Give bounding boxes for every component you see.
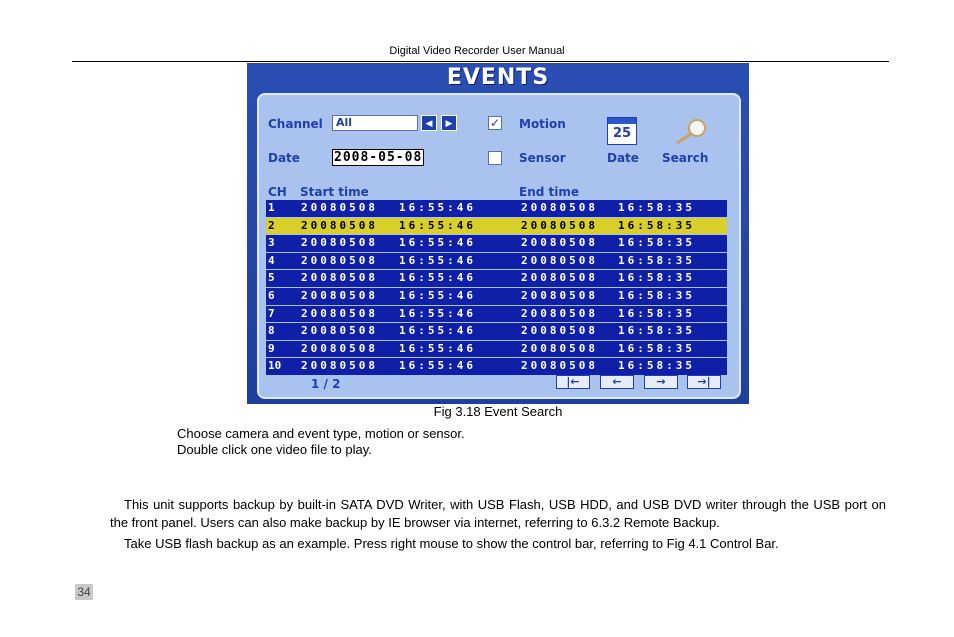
instruction-1: Choose camera and event type, motion or sensor. (177, 426, 465, 441)
table-row[interactable] (266, 235, 727, 253)
channel-prev-button[interactable]: ◀ (421, 115, 437, 131)
backup-paragraph: This unit supports backup by built-in SATA DVD Writer, with USB Flash, USB HDD, and USB DVD writer through the USB port on the front panel. Users can also make backup by IE browser via internet, referring to 6.3.2 Remote Backup. (110, 497, 886, 530)
events-panel (257, 93, 741, 399)
cell-ch: 8 (268, 324, 275, 338)
next-page-button[interactable]: → (644, 375, 678, 389)
cell-end-date: 20080508 (521, 271, 598, 285)
cell-start-time: 16:55:46 (399, 341, 476, 355)
figure-caption: Fig 3.18 Event Search (433, 404, 563, 419)
cell-end-date: 20080508 (521, 218, 598, 232)
cell-start-date: 20080508 (301, 341, 378, 355)
cell-start-date: 20080508 (301, 288, 378, 302)
cell-start-time: 16:55:46 (399, 218, 476, 232)
cell-end-time: 16:58:35 (618, 236, 695, 250)
cell-end-date: 20080508 (521, 306, 598, 320)
cell-start-date: 20080508 (301, 306, 378, 320)
cell-start-time: 16:55:46 (399, 288, 476, 302)
cell-ch: 5 (268, 271, 275, 285)
column-end-time: End time (519, 185, 579, 199)
table-row[interactable] (266, 200, 727, 218)
cell-end-time: 16:58:35 (618, 218, 695, 232)
calendar-day: 25 (612, 126, 632, 141)
cell-ch: 7 (268, 306, 275, 320)
table-row[interactable] (266, 341, 727, 359)
cell-start-time: 16:55:46 (399, 253, 476, 267)
cell-ch: 2 (268, 218, 275, 232)
cell-ch: 3 (268, 236, 275, 250)
table-row[interactable] (266, 306, 727, 324)
last-page-button[interactable]: →| (687, 375, 721, 389)
cell-end-time: 16:58:35 (618, 359, 695, 373)
cell-start-time: 16:55:46 (399, 236, 476, 250)
event-list (266, 200, 727, 376)
cell-start-time: 16:55:46 (399, 306, 476, 320)
cell-end-date: 20080508 (521, 253, 598, 267)
date-button-label[interactable]: Date (607, 151, 639, 165)
header-rule (72, 61, 889, 62)
search-button-label[interactable]: Search (662, 151, 709, 165)
date-field[interactable] (332, 150, 424, 165)
events-title: EVENTS (446, 65, 550, 90)
cell-end-date: 20080508 (521, 359, 598, 373)
table-row[interactable] (266, 253, 727, 271)
cell-ch: 9 (268, 341, 275, 355)
cell-start-date: 20080508 (301, 359, 378, 373)
cell-start-date: 20080508 (301, 218, 378, 232)
column-ch: CH (268, 185, 287, 199)
table-row[interactable] (266, 270, 727, 288)
page-indicator: 1 / 2 (311, 377, 341, 391)
table-row[interactable] (266, 218, 727, 236)
cell-end-time: 16:58:35 (618, 306, 695, 320)
cell-start-time: 16:55:46 (399, 271, 476, 285)
running-header: Digital Video Recorder User Manual (389, 45, 565, 57)
cell-start-time: 16:55:46 (399, 359, 476, 373)
cell-ch: 6 (268, 288, 275, 302)
calendar-icon[interactable] (607, 117, 637, 145)
motion-label: Motion (519, 117, 566, 131)
first-page-button[interactable]: |← (556, 375, 590, 389)
cell-ch: 1 (268, 201, 275, 214)
events-screen (247, 63, 749, 404)
instruction-2: Double click one video file to play. (177, 442, 372, 457)
cell-end-time: 16:58:35 (618, 271, 695, 285)
sensor-checkbox[interactable] (488, 151, 502, 165)
sensor-label: Sensor (519, 151, 566, 165)
table-row[interactable] (266, 358, 727, 376)
table-row[interactable] (266, 288, 727, 306)
date-value: 2008-05-08 (334, 150, 423, 165)
cell-end-time: 16:58:35 (618, 253, 695, 267)
cell-end-time: 16:58:35 (618, 201, 695, 214)
prev-page-button[interactable]: ← (600, 375, 634, 389)
channel-label: Channel (268, 117, 323, 131)
page-number: 34 (75, 584, 93, 600)
cell-end-date: 20080508 (521, 324, 598, 338)
cell-ch: 4 (268, 253, 275, 267)
cell-end-time: 16:58:35 (618, 324, 695, 338)
usb-paragraph: Take USB flash backup as an example. Press right mouse to show the control bar, referring to Fig 4.1 Control Bar. (124, 536, 779, 551)
cell-start-date: 20080508 (301, 201, 378, 214)
date-label: Date (268, 151, 300, 165)
cell-start-date: 20080508 (301, 236, 378, 250)
cell-end-time: 16:58:35 (618, 288, 695, 302)
search-icon[interactable] (671, 117, 711, 145)
cell-start-time: 16:55:46 (399, 324, 476, 338)
cell-end-date: 20080508 (521, 341, 598, 355)
cell-start-date: 20080508 (301, 324, 378, 338)
cell-start-date: 20080508 (301, 253, 378, 267)
cell-ch: 10 (268, 359, 282, 373)
cell-start-date: 20080508 (301, 271, 378, 285)
cell-start-time: 16:55:46 (399, 201, 476, 214)
column-start-time: Start time (300, 185, 369, 199)
table-row[interactable] (266, 323, 727, 341)
cell-end-date: 20080508 (521, 201, 598, 214)
cell-end-time: 16:58:35 (618, 341, 695, 355)
channel-next-button[interactable]: ▶ (441, 115, 457, 131)
cell-end-date: 20080508 (521, 236, 598, 250)
channel-select[interactable]: All (332, 115, 418, 131)
cell-end-date: 20080508 (521, 288, 598, 302)
motion-checkbox[interactable]: ✓ (489, 116, 501, 130)
